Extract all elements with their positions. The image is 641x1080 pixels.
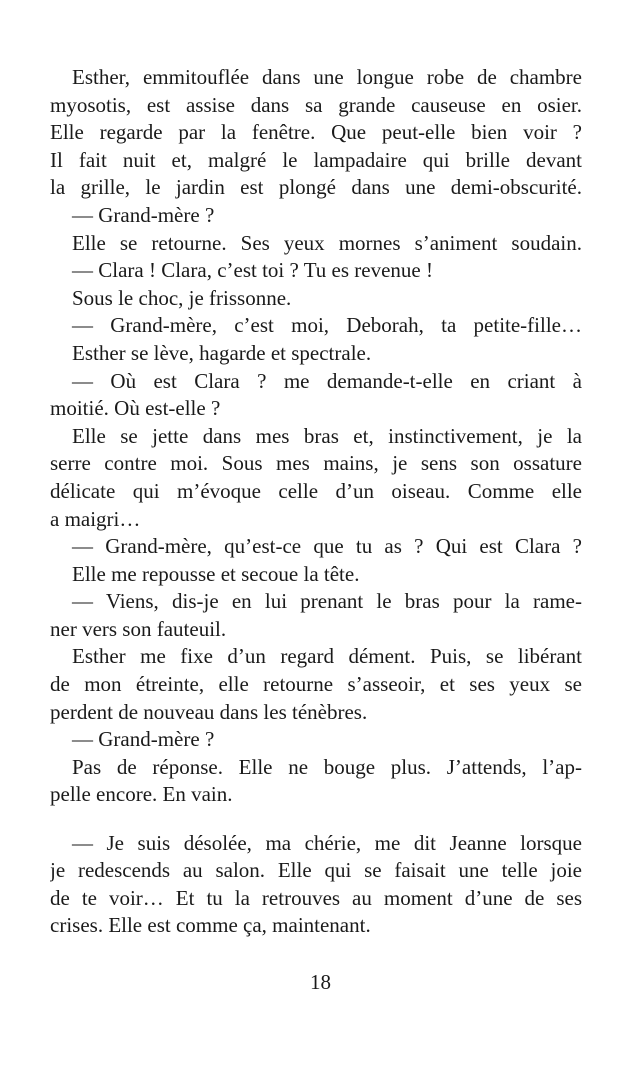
text-line: Esther me fixe d’un regard dément. Puis, se libérant [72,644,582,669]
text-line: crises. Elle est comme ça, maintenant. [50,913,371,938]
text-line: Il fait nuit et, malgré le lampadaire qui brille devant [50,147,582,172]
text-line: — Grand-mère, qu’est-ce que tu as ? Qui est Clara ? [72,534,582,559]
text-line: a maigri… [50,506,141,531]
text-line: Sous le choc, je frissonne. [72,285,292,310]
text-line: Elle se jette dans mes bras et, instinctivement, je la [72,423,582,448]
text-line: Elle me repousse et secoue la tête. [72,561,360,586]
text-line: perdent de nouveau dans les ténèbres. [50,699,368,724]
text-line: Esther, emmitouflée dans une longue robe de chambre [72,65,582,89]
text-line: je redescends au salon. Elle qui se faisait une telle joie [50,858,582,883]
text-line: pelle encore. En vain. [50,782,233,807]
text-line: Elle se retourne. Ses yeux mornes s’animent soudain. [72,230,582,255]
section-break [50,809,582,830]
text-line: délicate qui m’évoque celle d’un oiseau. Comme elle [50,478,582,503]
text-line: myosotis, est assise dans sa grande causeuse en osier. [50,92,582,117]
text-line: la grille, le jardin est plongé dans une demi-obscurité. [50,175,582,200]
text-line: — Viens, dis-je en lui prenant le bras pour la rame- [72,589,582,614]
text-line: ner vers son fauteuil. [50,616,227,641]
text-line: — Grand-mère ? [72,202,215,227]
text-line: de te voir… Et tu la retrouves au moment d’une de ses [50,885,582,910]
text-line: moitié. Où est-elle ? [50,396,221,421]
text-line: — Où est Clara ? me demande-t-elle en criant à [72,368,582,393]
page-number: 18 [310,970,331,994]
text-line: — Grand-mère ? [72,727,215,752]
body-text [50,64,582,940]
text-line: de mon étreinte, elle retourne s’asseoir, et ses yeux se [50,672,582,697]
text-line: — Grand-mère, c’est moi, Deborah, ta petite-fille… [72,313,582,338]
text-line: Pas de réponse. Elle ne bouge plus. J’attends, l’ap- [72,754,582,779]
text-line: — Clara ! Clara, c’est toi ? Tu es revenue ! [72,258,433,283]
text-line: Esther se lève, hagarde et spectrale. [72,340,372,365]
text-line: Elle regarde par la fenêtre. Que peut-elle bien voir ? [50,120,582,145]
text-line: — Je suis désolée, ma chérie, me dit Jeanne lorsque [72,830,582,855]
text-line: serre contre moi. Sous mes mains, je sens son ossature [50,451,582,476]
